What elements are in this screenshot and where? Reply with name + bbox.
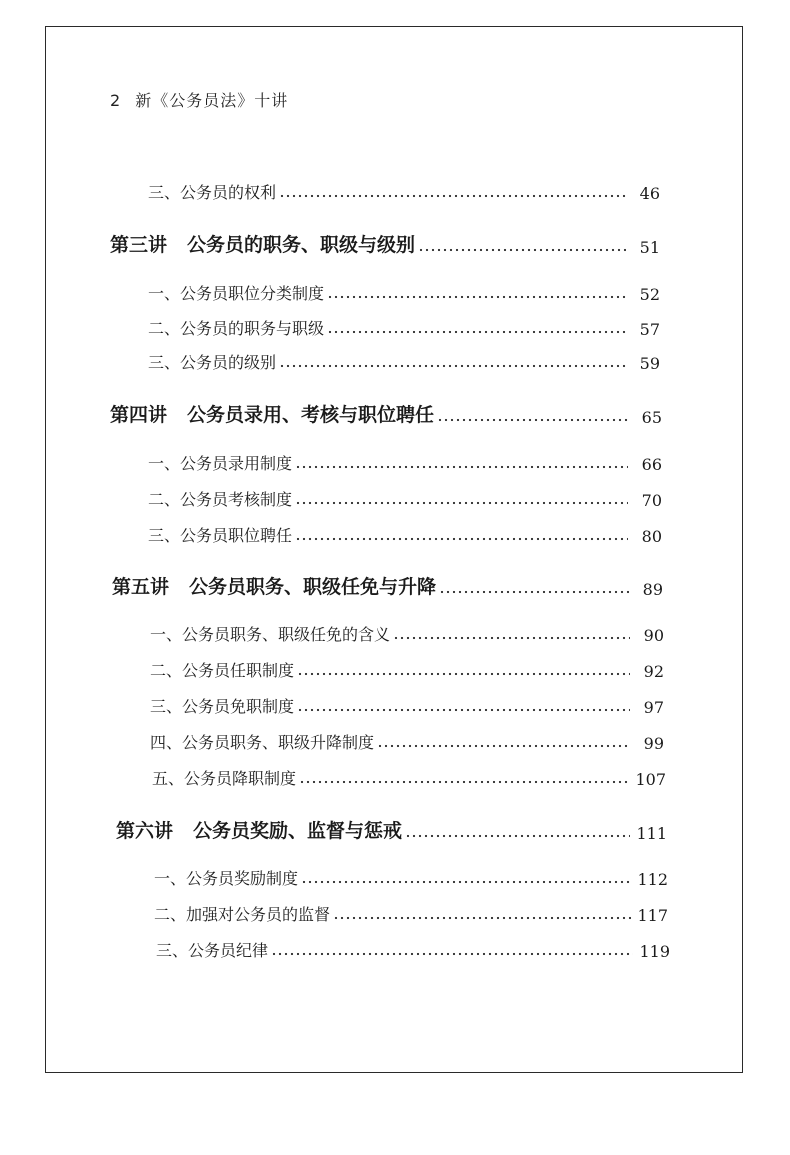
dot-leader [295, 536, 628, 542]
toc-section-title: 三、公务员职位聘任 [148, 526, 293, 545]
dot-leader [297, 707, 630, 713]
header-page-number: 2 [110, 91, 122, 110]
dot-leader [327, 329, 626, 335]
toc-page-number: 46 [639, 184, 660, 203]
dot-leader [295, 500, 628, 506]
toc-section-row[interactable] [148, 350, 660, 373]
dot-leader [393, 635, 630, 641]
dot-leader [418, 247, 626, 253]
toc-chapter-number: 第六讲 [116, 820, 174, 842]
toc-section-row[interactable] [148, 180, 660, 203]
toc-page-number: 51 [639, 238, 660, 257]
dot-leader [327, 294, 626, 300]
dot-leader [439, 589, 629, 595]
toc-section-title: 一、公务员录用制度 [148, 454, 293, 473]
toc-page-number: 119 [639, 942, 670, 961]
toc-page-number: 66 [641, 455, 662, 474]
toc-page-number: 90 [643, 626, 664, 645]
toc-section-row[interactable] [150, 658, 664, 681]
toc-chapter-title: 公务员奖励、监督与惩戒 [193, 820, 403, 842]
dot-leader [295, 464, 628, 470]
dot-leader [271, 951, 633, 957]
toc-section-title: 一、公务员奖励制度 [154, 869, 299, 888]
toc-chapter-number: 第五讲 [112, 576, 170, 598]
dot-leader [279, 193, 626, 199]
toc-section-title: 二、公务员任职制度 [150, 661, 295, 680]
toc-section-title: 三、公务员的权利 [148, 183, 277, 202]
toc-page-number: 107 [635, 770, 666, 789]
toc-section-title: 二、公务员的职务与职级 [148, 319, 325, 338]
toc-section-row[interactable] [148, 487, 662, 510]
toc-chapter-title: 公务员的职务、职级与级别 [187, 234, 416, 256]
toc-section-title: 五、公务员降职制度 [152, 769, 297, 788]
toc-chapter-row[interactable] [110, 400, 662, 427]
toc-page-number: 97 [643, 698, 664, 717]
dot-leader [297, 671, 630, 677]
dot-leader [279, 363, 626, 369]
toc-page-number: 99 [643, 734, 664, 753]
dot-leader [377, 743, 630, 749]
toc-chapter-row[interactable] [112, 572, 663, 599]
toc-page-number: 65 [641, 408, 662, 427]
toc-chapter-title: 公务员录用、考核与职位聘任 [187, 404, 435, 426]
toc-page-number: 92 [643, 662, 664, 681]
toc-page-number: 112 [637, 870, 668, 889]
toc-section-title: 一、公务员职位分类制度 [148, 284, 325, 303]
toc-page-number: 52 [639, 285, 660, 304]
toc-section-row[interactable] [150, 622, 664, 645]
toc-page-number: 70 [641, 491, 662, 510]
toc-section-title: 三、公务员的级别 [148, 353, 277, 372]
toc-section-row[interactable] [148, 451, 662, 474]
toc-section-title: 三、公务员免职制度 [150, 697, 295, 716]
toc-section-row[interactable] [150, 694, 664, 717]
toc-section-row[interactable] [154, 902, 668, 925]
toc-section-title: 二、公务员考核制度 [148, 490, 293, 509]
toc-section-row[interactable] [150, 730, 664, 753]
toc-page-number: 111 [636, 824, 667, 843]
toc-section-row[interactable] [148, 523, 662, 546]
toc-page-number: 89 [642, 580, 663, 599]
toc-section-title: 四、公务员职务、职级升降制度 [150, 733, 375, 752]
toc-section-row[interactable] [154, 866, 668, 889]
toc-page-number: 57 [639, 320, 660, 339]
header-book-title: 新《公务员法》十讲 [135, 91, 289, 110]
dot-leader [405, 833, 630, 839]
toc-page-number: 80 [641, 527, 662, 546]
toc-section-title: 二、加强对公务员的监督 [154, 905, 331, 924]
toc-section-row[interactable] [152, 766, 666, 789]
toc-chapter-row[interactable] [110, 230, 660, 257]
dot-leader [333, 915, 631, 921]
toc-section-row[interactable] [156, 938, 670, 961]
toc-chapter-number: 第四讲 [110, 404, 168, 426]
toc-chapter-title: 公务员职务、职级任免与升降 [189, 576, 437, 598]
toc-section-row[interactable] [148, 281, 660, 304]
dot-leader [437, 417, 628, 423]
toc-section-title: 三、公务员纪律 [156, 941, 269, 960]
toc-section-row[interactable] [148, 316, 660, 339]
running-head [110, 88, 288, 111]
toc-section-title: 一、公务员职务、职级任免的含义 [150, 625, 391, 644]
dot-leader [299, 779, 629, 785]
toc-page-number: 117 [637, 906, 668, 925]
dot-leader [301, 879, 631, 885]
toc-chapter-row[interactable] [116, 816, 667, 843]
toc-chapter-number: 第三讲 [110, 234, 168, 256]
toc-page-number: 59 [639, 354, 660, 373]
